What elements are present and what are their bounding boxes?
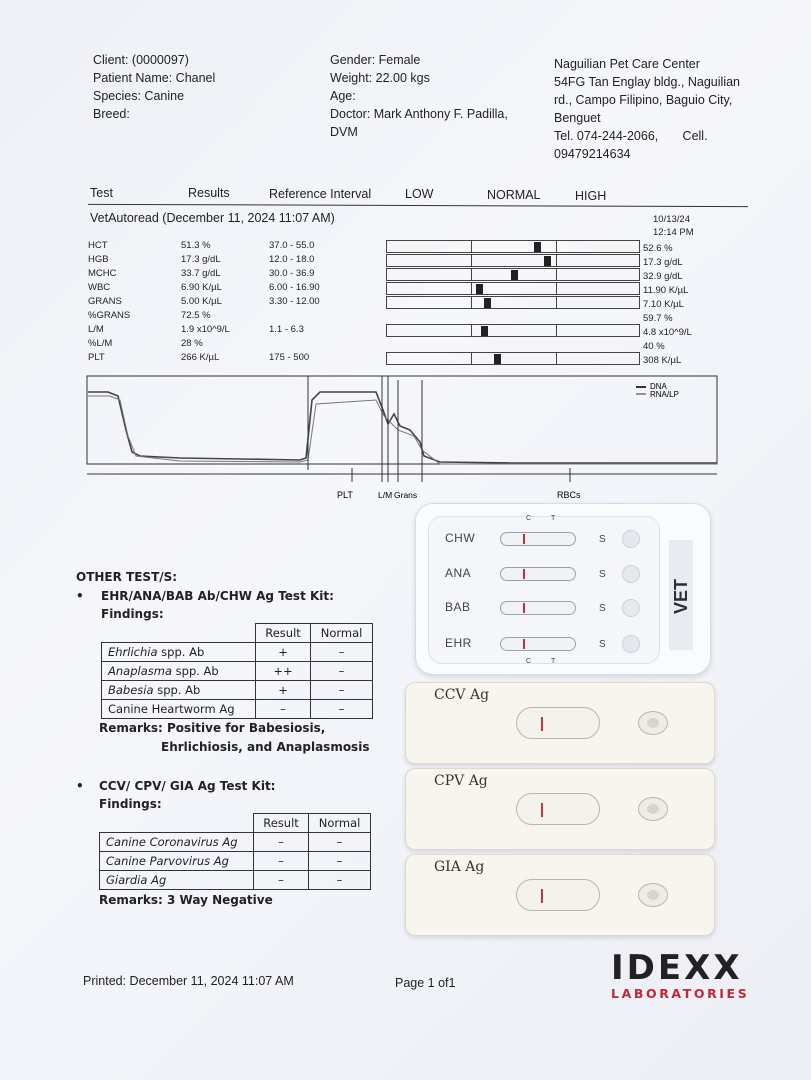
cbc-value-marker <box>476 284 483 294</box>
cpv-label: CPV Ag <box>434 773 488 789</box>
cbc-test-name: PLT <box>88 352 105 363</box>
cassette-row-label: EHR <box>445 636 472 650</box>
doctor: Doctor: Mark Anthony F. Padilla, <box>330 107 508 121</box>
weight: Weight: 22.00 kgs <box>330 71 430 85</box>
brand-vet: VET <box>670 578 691 614</box>
histogram-curve-dna <box>88 392 717 463</box>
anaplasma-normal: – <box>311 662 373 681</box>
kit2-bullet: • <box>76 779 84 793</box>
idexx-logo <box>611 948 750 1001</box>
sample-well <box>622 565 640 583</box>
kit1-table <box>101 623 373 719</box>
sample-well <box>622 599 640 617</box>
patient-name: Patient Name: Chanel <box>93 71 216 85</box>
cbc-previous: 11.90 K/µL <box>643 285 689 296</box>
coronavirus-result: – <box>254 833 309 852</box>
kit2-table <box>99 813 371 890</box>
kit1-bullet: • <box>76 589 84 603</box>
label-rbcs: RBCs <box>557 490 581 500</box>
cbc-reference: 30.0 - 36.9 <box>269 268 315 279</box>
cbc-test-name: %L/M <box>88 338 113 349</box>
col-results: Results <box>188 186 230 200</box>
cbc-result: 33.7 g/dL <box>181 268 221 279</box>
ccv-window <box>516 707 600 739</box>
cbc-previous: 40 % <box>643 341 665 352</box>
kit1-title: EHR/ANA/BAB Ab/CHW Ag Test Kit: <box>101 589 334 603</box>
ccv-sample-well <box>638 711 668 735</box>
label-plt: PLT <box>337 490 353 500</box>
cbc-reference: 6.00 - 16.90 <box>269 282 320 293</box>
clinic-phone: Tel. 074-244-2066, Cell. <box>554 129 708 143</box>
cbc-value-marker <box>534 242 541 252</box>
kit1-findings: Findings: <box>101 607 164 621</box>
page-number: Page 1 of1 <box>395 976 456 990</box>
cassette-result-window <box>500 601 576 615</box>
doctor-title: DVM <box>330 125 358 139</box>
giardia-result: – <box>254 871 309 890</box>
gia-label: GIA Ag <box>434 859 485 875</box>
sample-label: S <box>599 534 606 545</box>
header-rule <box>88 204 748 207</box>
cbc-previous: 308 K/µL <box>643 355 682 366</box>
gia-window <box>516 879 600 911</box>
cbc-range-divider <box>471 255 472 266</box>
giardia-name: Giardia Ag <box>100 871 254 890</box>
cbc-reference: 37.0 - 55.0 <box>269 240 315 251</box>
cbc-result: 51.3 % <box>181 240 211 251</box>
sample-label: S <box>599 603 606 614</box>
ct-label-t-top: T <box>551 515 556 522</box>
cbc-value-marker <box>481 326 488 336</box>
ct-label-c-top: C <box>526 515 532 522</box>
prev-time: 12:14 PM <box>653 227 694 238</box>
table-row: Babesia spp. Ab + – <box>102 681 373 700</box>
cbc-value-marker <box>484 298 491 308</box>
cbc-reference: 3.30 - 12.00 <box>269 296 320 307</box>
cbc-range-divider <box>471 325 472 336</box>
cbc-previous: 32.9 g/dL <box>643 271 683 282</box>
cbc-value-marker <box>494 354 501 364</box>
cbc-test-name: GRANS <box>88 296 122 307</box>
cassette-row-label: CHW <box>445 531 476 545</box>
kit1-head-normal: Normal <box>311 624 373 643</box>
kit1-remarks-1: Remarks: Positive for Babesiosis, <box>99 721 326 735</box>
table-row: Ehrlichia spp. Ab + – <box>102 643 373 662</box>
control-line <box>523 569 525 579</box>
prev-date: 10/13/24 <box>653 214 690 225</box>
cassette-row-label: BAB <box>445 600 471 614</box>
table-row: Anaplasma spp. Ab ++ – <box>102 662 373 681</box>
ccv-label: CCV Ag <box>434 687 490 703</box>
patient-info <box>330 51 508 141</box>
cbc-range-divider <box>471 297 472 308</box>
cpv-sample-well <box>638 797 668 821</box>
label-grans: Grans <box>394 490 418 500</box>
histogram-frame <box>87 376 717 464</box>
kit1-head-result: Result <box>256 624 311 643</box>
cbc-test-name: HGB <box>88 254 109 265</box>
sample-well <box>622 530 640 548</box>
cassette-result-window <box>500 567 576 581</box>
cbc-range-bar <box>386 240 640 253</box>
breed: Breed: <box>93 107 130 121</box>
cbc-value-marker <box>544 256 551 266</box>
anaplasma-name: Anaplasma <box>108 664 172 678</box>
histogram-curve-rnalp <box>88 396 717 464</box>
babesia-normal: – <box>311 681 373 700</box>
ct-label-t-bottom: T <box>551 658 556 665</box>
cbc-range-divider <box>556 269 557 280</box>
client-info <box>93 51 215 123</box>
control-line <box>523 639 525 649</box>
cbc-previous: 59.7 % <box>643 313 673 324</box>
cbc-reference: 175 - 500 <box>269 352 310 363</box>
sample-label: S <box>599 569 606 580</box>
cbc-range-divider <box>471 269 472 280</box>
table-row <box>100 871 371 890</box>
clinic-address-2: rd., Campo Filipino, Baguio City, <box>554 93 733 107</box>
table-row <box>100 833 371 852</box>
cbc-value-marker <box>511 270 518 280</box>
kit2-remarks: Remarks: 3 Way Negative <box>99 893 273 907</box>
babesia-result: + <box>256 681 311 700</box>
label-lm: L/M <box>378 490 393 500</box>
control-line <box>523 603 525 613</box>
col-test: Test <box>90 186 113 200</box>
cbc-range-divider <box>471 283 472 294</box>
cbc-previous: 17.3 g/dL <box>643 257 683 268</box>
cbc-result: 72.5 % <box>181 310 211 321</box>
idexx-logo-name: IDEXX <box>611 948 743 988</box>
col-high: HIGH <box>575 189 607 203</box>
babesia-name: Babesia <box>108 683 154 697</box>
cbc-range-bar <box>386 352 640 365</box>
cbc-result: 6.90 K/µL <box>181 282 222 293</box>
clinic-info <box>554 55 740 163</box>
other-tests-heading: OTHER TEST/S: <box>76 570 178 584</box>
table-row <box>100 852 371 871</box>
cbc-test-name: MCHC <box>88 268 117 279</box>
cbc-result: 17.3 g/dL <box>181 254 221 265</box>
cbc-reference: 12.0 - 18.0 <box>269 254 315 265</box>
client-id: Client: (0000097) <box>93 53 189 67</box>
kit2-title: CCV/ CPV/ GIA Ag Test Kit: <box>99 779 276 793</box>
kit2-findings: Findings: <box>99 797 162 811</box>
cbc-range-divider <box>556 255 557 266</box>
cbc-range-divider <box>556 241 557 252</box>
col-normal: NORMAL <box>487 188 541 202</box>
test-cassette-vet <box>415 503 711 675</box>
gender: Gender: Female <box>330 53 421 67</box>
cbc-range-divider <box>556 283 557 294</box>
sample-label: S <box>599 639 606 650</box>
kit2-head-normal: Normal <box>309 814 371 833</box>
kit2-head-blank <box>100 814 254 833</box>
heartworm-normal: – <box>311 700 373 719</box>
cbc-test-name: HCT <box>88 240 108 251</box>
cbc-range-divider <box>556 325 557 336</box>
cbc-reference: 1.1 - 6.3 <box>269 324 304 335</box>
col-reference: Reference Interval <box>269 187 372 201</box>
ehrlichia-result: + <box>256 643 311 662</box>
parvovirus-name: Canine Parvovirus Ag <box>100 852 254 871</box>
cpv-cassette <box>405 768 715 850</box>
cbc-previous: 52.6 % <box>643 243 673 254</box>
col-low: LOW <box>405 187 434 201</box>
cbc-result: 266 K/µL <box>181 352 220 363</box>
cbc-range-bar <box>386 324 640 337</box>
coronavirus-normal: – <box>309 833 371 852</box>
cbc-range-bar <box>386 254 640 267</box>
cbc-range-divider <box>471 353 472 364</box>
cassette-result-window <box>500 637 576 651</box>
idexx-logo-sub: LABORATORIES <box>611 986 750 1001</box>
parvovirus-result: – <box>254 852 309 871</box>
ehrlichia-name: Ehrlichia <box>108 645 158 659</box>
kit1-remarks-2: Ehrlichiosis, and Anaplasmosis <box>161 740 370 754</box>
clinic-name: Naguilian Pet Care Center <box>554 57 700 71</box>
anaplasma-result: ++ <box>256 662 311 681</box>
cbc-result: 5.00 K/µL <box>181 296 222 307</box>
parvovirus-normal: – <box>309 852 371 871</box>
giardia-normal: – <box>309 871 371 890</box>
cbc-test-name: L/M <box>88 324 104 335</box>
ehrlichia-normal: – <box>311 643 373 662</box>
control-line <box>523 534 525 544</box>
sample-well <box>622 635 640 653</box>
cbc-range-divider <box>556 353 557 364</box>
cbc-test-name: %GRANS <box>88 310 131 321</box>
cbc-previous: 4.8 x10^9/L <box>643 327 692 338</box>
gia-sample-well <box>638 883 668 907</box>
kit1-head-blank <box>102 624 256 643</box>
cell-histogram <box>80 370 730 505</box>
cassette-row-label: ANA <box>445 566 472 580</box>
gia-cassette <box>405 854 715 936</box>
cbc-range-divider <box>556 297 557 308</box>
run-title: VetAutoread (December 11, 2024 11:07 AM) <box>90 211 335 225</box>
kit2-head-result: Result <box>254 814 309 833</box>
cassette-result-window <box>500 532 576 546</box>
coronavirus-name: Canine Coronavirus Ag <box>100 833 254 852</box>
cbc-previous: 7.10 K/µL <box>643 299 684 310</box>
clinic-address-1: 54FG Tan Englay bldg., Naguilian <box>554 75 740 89</box>
printed-date: Printed: December 11, 2024 11:07 AM <box>83 974 294 988</box>
legend-dna: DNA <box>650 382 667 391</box>
ccv-cassette <box>405 682 715 764</box>
ct-label-c-bottom: C <box>526 658 532 665</box>
cbc-test-name: WBC <box>88 282 111 293</box>
cbc-range-bar <box>386 296 640 309</box>
table-row <box>102 700 373 719</box>
species: Species: Canine <box>93 89 185 103</box>
heartworm-name: Canine Heartworm Ag <box>102 700 256 719</box>
cpv-window <box>516 793 600 825</box>
cbc-result: 1.9 x10^9/L <box>181 324 230 335</box>
cbc-result: 28 % <box>181 338 203 349</box>
cbc-range-divider <box>471 241 472 252</box>
age: Age: <box>330 89 356 103</box>
heartworm-result: – <box>256 700 311 719</box>
clinic-cell: 09479214634 <box>554 147 631 161</box>
cbc-range-bar <box>386 268 640 281</box>
legend-rnalp: RNA/LP <box>650 390 679 399</box>
cbc-range-bar <box>386 282 640 295</box>
clinic-address-3: Benguet <box>554 111 601 125</box>
